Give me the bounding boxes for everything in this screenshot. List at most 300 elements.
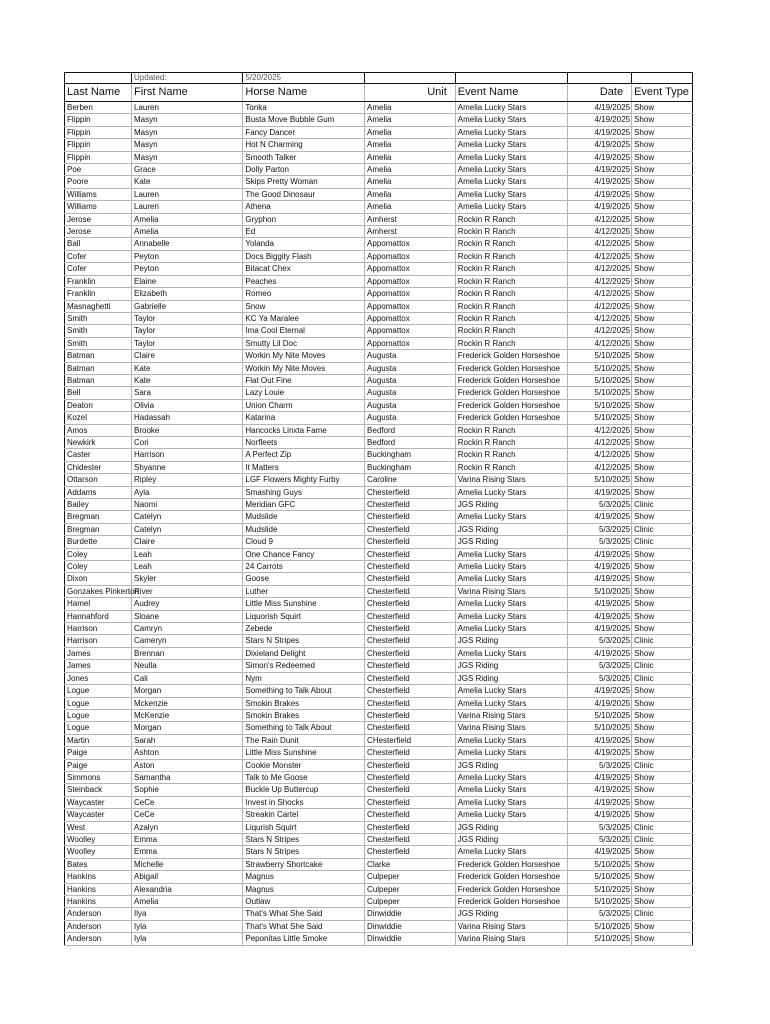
table-row [65, 908, 693, 920]
date-cell: 5/3/2025 [568, 759, 632, 771]
last-name-cell: Harrison [65, 623, 132, 635]
event-type-cell: Show [632, 436, 693, 448]
date-cell: 4/19/2025 [568, 511, 632, 523]
event-name-cell: Amelia Lucky Stars [455, 610, 567, 622]
horse-name-cell: Mudslide [243, 511, 365, 523]
first-name-cell: McKenzie [132, 709, 243, 721]
horse-name-cell: Ima Cool Eternal [243, 325, 365, 337]
horse-name-cell: Zebede [243, 623, 365, 635]
table-row [65, 561, 693, 573]
table-row [65, 337, 693, 349]
unit-cell: Amelia [365, 151, 456, 163]
date-cell: 5/3/2025 [568, 660, 632, 672]
last-name-cell: Flippin [65, 126, 132, 138]
event-name-cell: Frederick Golden Horseshoe [455, 374, 567, 386]
table-row [65, 858, 693, 870]
unit-cell: Augusta [365, 412, 456, 424]
last-name-cell: Jones [65, 672, 132, 684]
unit-cell: Chesterfield [365, 499, 456, 511]
event-name-cell: Frederick Golden Horseshoe [455, 871, 567, 883]
last-name-cell: Waycaster [65, 796, 132, 808]
table-row [65, 486, 693, 498]
last-name-cell: Williams [65, 201, 132, 213]
event-name-cell: Amelia Lucky Stars [455, 114, 567, 126]
unit-cell: Appomattox [365, 337, 456, 349]
unit-cell: Amelia [365, 164, 456, 176]
unit-cell: Chesterfield [365, 759, 456, 771]
first-name-cell: Emma [132, 846, 243, 858]
event-type-cell: Show [632, 647, 693, 659]
date-cell: 4/12/2025 [568, 250, 632, 262]
unit-cell: Chesterfield [365, 486, 456, 498]
date-cell: 4/19/2025 [568, 747, 632, 759]
first-name-cell: Ayla [132, 486, 243, 498]
event-name-cell: JGS Riding [455, 635, 567, 647]
event-name-cell: Varina Rising Stars [455, 474, 567, 486]
date-cell: 5/3/2025 [568, 908, 632, 920]
table-row [65, 697, 693, 709]
event-type-cell: Show [632, 250, 693, 262]
event-type-cell: Show [632, 920, 693, 932]
horse-name-cell: Yolanda [243, 238, 365, 250]
event-name-cell: Rockin R Ranch [455, 337, 567, 349]
event-type-cell: Show [632, 151, 693, 163]
event-name-cell: JGS Riding [455, 759, 567, 771]
last-name-cell: West [65, 821, 132, 833]
event-type-cell: Show [632, 784, 693, 796]
event-name-cell: Amelia Lucky Stars [455, 511, 567, 523]
last-name-cell: Smith [65, 325, 132, 337]
unit-cell: Appomattox [365, 238, 456, 250]
date-cell: 4/12/2025 [568, 325, 632, 337]
header-first-name: First Name [132, 84, 243, 102]
table-row [65, 623, 693, 635]
event-type-cell: Show [632, 709, 693, 721]
horse-name-cell: 24 Carrots [243, 561, 365, 573]
first-name-cell: Claire [132, 350, 243, 362]
event-type-cell: Clinic [632, 833, 693, 845]
horse-name-cell: Romeo [243, 288, 365, 300]
event-type-cell: Show [632, 858, 693, 870]
table-row [65, 573, 693, 585]
event-name-cell: Rockin R Ranch [455, 436, 567, 448]
unit-cell: Appomattox [365, 312, 456, 324]
last-name-cell: Flippin [65, 139, 132, 151]
event-type-cell: Show [632, 164, 693, 176]
event-name-cell: Frederick Golden Horseshoe [455, 387, 567, 399]
first-name-cell: Leah [132, 548, 243, 560]
event-name-cell: Amelia Lucky Stars [455, 747, 567, 759]
event-type-cell: Show [632, 561, 693, 573]
date-cell: 4/19/2025 [568, 151, 632, 163]
horse-name-cell: Cloud 9 [243, 536, 365, 548]
event-type-cell: Show [632, 883, 693, 895]
last-name-cell: Logue [65, 685, 132, 697]
first-name-cell: Sara [132, 387, 243, 399]
event-name-cell: Amelia Lucky Stars [455, 201, 567, 213]
event-type-cell: Show [632, 610, 693, 622]
horse-name-cell: Simon's Redeemed [243, 660, 365, 672]
date-cell: 4/12/2025 [568, 226, 632, 238]
date-cell: 4/19/2025 [568, 201, 632, 213]
unit-cell: Chesterfield [365, 722, 456, 734]
horse-name-cell: Little Miss Sunshine [243, 747, 365, 759]
last-name-cell: Kozel [65, 412, 132, 424]
event-name-cell: Rockin R Ranch [455, 325, 567, 337]
horse-name-cell: Little Miss Sunshine [243, 598, 365, 610]
event-name-cell: Amelia Lucky Stars [455, 697, 567, 709]
first-name-cell: Skyler [132, 573, 243, 585]
last-name-cell: Paige [65, 747, 132, 759]
horse-name-cell: Union Charm [243, 399, 365, 411]
unit-cell: Chesterfield [365, 697, 456, 709]
last-name-cell: Dixon [65, 573, 132, 585]
unit-cell: Dinwiddie [365, 908, 456, 920]
event-type-cell: Show [632, 412, 693, 424]
horse-name-cell: Liqurish Squirt [243, 821, 365, 833]
event-type-cell: Show [632, 896, 693, 908]
table-row [65, 350, 693, 362]
first-name-cell: Shyanne [132, 461, 243, 473]
date-cell: 4/19/2025 [568, 598, 632, 610]
last-name-cell: Flippin [65, 151, 132, 163]
event-type-cell: Show [632, 288, 693, 300]
date-cell: 5/3/2025 [568, 672, 632, 684]
last-name-cell: Cofer [65, 250, 132, 262]
event-name-cell: Frederick Golden Horseshoe [455, 858, 567, 870]
date-cell: 4/19/2025 [568, 561, 632, 573]
date-cell: 5/10/2025 [568, 387, 632, 399]
first-name-cell: Cameryn [132, 635, 243, 647]
unit-cell: Amelia [365, 188, 456, 200]
date-cell: 4/12/2025 [568, 337, 632, 349]
event-name-cell: Varina Rising Stars [455, 722, 567, 734]
event-name-cell: Rockin R Ranch [455, 424, 567, 436]
first-name-cell: Brooke [132, 424, 243, 436]
first-name-cell: Taylor [132, 325, 243, 337]
last-name-cell: Anderson [65, 908, 132, 920]
date-cell: 5/10/2025 [568, 362, 632, 374]
event-type-cell: Show [632, 449, 693, 461]
event-name-cell: Varina Rising Stars [455, 585, 567, 597]
table-row [65, 536, 693, 548]
table-row [65, 734, 693, 746]
first-name-cell: Peyton [132, 263, 243, 275]
table-row [65, 238, 693, 250]
first-name-cell: Audrey [132, 598, 243, 610]
event-type-cell: Show [632, 114, 693, 126]
last-name-cell: Deaton [65, 399, 132, 411]
event-type-cell: Show [632, 573, 693, 585]
unit-cell: Amherst [365, 226, 456, 238]
table-row [65, 126, 693, 138]
first-name-cell: Abigail [132, 871, 243, 883]
first-name-cell: Masyn [132, 114, 243, 126]
last-name-cell: Chidester [65, 461, 132, 473]
unit-cell: Augusta [365, 399, 456, 411]
last-name-cell: Cofer [65, 263, 132, 275]
table-row [65, 424, 693, 436]
event-name-cell: Amelia Lucky Stars [455, 647, 567, 659]
last-name-cell: Franklin [65, 275, 132, 287]
table-row [65, 548, 693, 560]
event-name-cell: Frederick Golden Horseshoe [455, 362, 567, 374]
first-name-cell: Peyton [132, 250, 243, 262]
unit-cell: Chesterfield [365, 846, 456, 858]
first-name-cell: Ashton [132, 747, 243, 759]
last-name-cell: Anderson [65, 933, 132, 945]
first-name-cell: Hadassah [132, 412, 243, 424]
event-type-cell: Show [632, 747, 693, 759]
roster-table [64, 72, 693, 946]
first-name-cell: Kate [132, 176, 243, 188]
last-name-cell: Bregman [65, 523, 132, 535]
event-type-cell: Show [632, 139, 693, 151]
event-type-cell: Show [632, 722, 693, 734]
horse-name-cell: Flat Out Fine [243, 374, 365, 386]
first-name-cell: Amelia [132, 226, 243, 238]
last-name-cell: James [65, 660, 132, 672]
horse-name-cell: Invest in Shocks [243, 796, 365, 808]
event-name-cell: Varina Rising Stars [455, 709, 567, 721]
event-type-cell: Show [632, 796, 693, 808]
table-body [65, 102, 693, 946]
unit-cell: Chesterfield [365, 672, 456, 684]
event-type-cell: Show [632, 511, 693, 523]
first-name-cell: CeCe [132, 796, 243, 808]
unit-cell: Appomattox [365, 288, 456, 300]
horse-name-cell: A Perfect Zip [243, 449, 365, 461]
horse-name-cell: Gryphon [243, 213, 365, 225]
last-name-cell: Addams [65, 486, 132, 498]
date-cell: 5/10/2025 [568, 474, 632, 486]
unit-cell: Chesterfield [365, 536, 456, 548]
event-name-cell: JGS Riding [455, 821, 567, 833]
event-type-cell: Show [632, 771, 693, 783]
unit-cell: Augusta [365, 350, 456, 362]
horse-name-cell: Busta Move Bubble Gum [243, 114, 365, 126]
last-name-cell: Waycaster [65, 809, 132, 821]
event-name-cell: Amelia Lucky Stars [455, 188, 567, 200]
unit-cell: Dinwiddie [365, 933, 456, 945]
last-name-cell: Williams [65, 188, 132, 200]
first-name-cell: Leah [132, 561, 243, 573]
table-row [65, 201, 693, 213]
last-name-cell: Logue [65, 697, 132, 709]
last-name-cell: Logue [65, 722, 132, 734]
blank-cell [365, 73, 456, 84]
first-name-cell: Camryn [132, 623, 243, 635]
first-name-cell: Elaine [132, 275, 243, 287]
horse-name-cell: Stars N Stripes [243, 833, 365, 845]
unit-cell: Amelia [365, 201, 456, 213]
event-type-cell: Show [632, 933, 693, 945]
unit-cell: Chesterfield [365, 685, 456, 697]
first-name-cell: Gabrielle [132, 300, 243, 312]
event-name-cell: Amelia Lucky Stars [455, 139, 567, 151]
event-type-cell: Clinic [632, 536, 693, 548]
header-event-name: Event Name [455, 84, 567, 102]
date-cell: 4/19/2025 [568, 784, 632, 796]
first-name-cell: Ripley [132, 474, 243, 486]
event-type-cell: Show [632, 387, 693, 399]
unit-cell: Chesterfield [365, 623, 456, 635]
last-name-cell: Paige [65, 759, 132, 771]
date-cell: 5/10/2025 [568, 374, 632, 386]
horse-name-cell: Lazy Louie [243, 387, 365, 399]
unit-cell: Caroline [365, 474, 456, 486]
blank-cell [568, 73, 632, 84]
unit-cell: Bedford [365, 436, 456, 448]
horse-name-cell: Strawberry Shortcake [243, 858, 365, 870]
first-name-cell: Naomi [132, 499, 243, 511]
last-name-cell: Coley [65, 561, 132, 573]
table-row [65, 920, 693, 932]
horse-name-cell: Docs Biggity Flash [243, 250, 365, 262]
unit-cell: Amelia [365, 102, 456, 114]
horse-name-cell: LGF Flowers Mighty Furby [243, 474, 365, 486]
table-row [65, 685, 693, 697]
horse-name-cell: Stars N Stripes [243, 846, 365, 858]
horse-name-cell: Outlaw [243, 896, 365, 908]
unit-cell: Amherst [365, 213, 456, 225]
date-cell: 4/19/2025 [568, 809, 632, 821]
event-name-cell: Amelia Lucky Stars [455, 548, 567, 560]
horse-name-cell: Smutty Lil Doc [243, 337, 365, 349]
event-type-cell: Clinic [632, 908, 693, 920]
table-row [65, 461, 693, 473]
horse-name-cell: That's What She Said [243, 920, 365, 932]
date-cell: 4/19/2025 [568, 685, 632, 697]
event-type-cell: Clinic [632, 635, 693, 647]
date-cell: 4/12/2025 [568, 275, 632, 287]
date-cell: 5/10/2025 [568, 871, 632, 883]
event-name-cell: JGS Riding [455, 908, 567, 920]
event-type-cell: Clinic [632, 821, 693, 833]
event-type-cell: Show [632, 213, 693, 225]
table-row [65, 139, 693, 151]
first-name-cell: Lauren [132, 102, 243, 114]
date-cell: 4/12/2025 [568, 213, 632, 225]
last-name-cell: Bailey [65, 499, 132, 511]
event-name-cell: Varina Rising Stars [455, 933, 567, 945]
table-row [65, 102, 693, 114]
event-type-cell: Show [632, 685, 693, 697]
horse-name-cell: Bitacat Chex [243, 263, 365, 275]
table-row [65, 449, 693, 461]
event-name-cell: Amelia Lucky Stars [455, 102, 567, 114]
first-name-cell: Cali [132, 672, 243, 684]
last-name-cell: Caster [65, 449, 132, 461]
updated-row [65, 73, 693, 84]
horse-name-cell: That's What She Said [243, 908, 365, 920]
date-cell: 4/19/2025 [568, 846, 632, 858]
last-name-cell: Newkirk [65, 436, 132, 448]
last-name-cell: Ottarson [65, 474, 132, 486]
event-type-cell: Show [632, 350, 693, 362]
first-name-cell: Ilya [132, 908, 243, 920]
first-name-cell: Samantha [132, 771, 243, 783]
horse-name-cell: Streakin Cartel [243, 809, 365, 821]
date-cell: 5/10/2025 [568, 350, 632, 362]
table-row [65, 325, 693, 337]
event-type-cell: Show [632, 300, 693, 312]
first-name-cell: Annabelle [132, 238, 243, 250]
last-name-cell: Gonzakes Pinkerton [65, 585, 132, 597]
horse-name-cell: Meridian GFC [243, 499, 365, 511]
last-name-cell: Bell [65, 387, 132, 399]
event-name-cell: JGS Riding [455, 660, 567, 672]
first-name-cell: Catelyn [132, 511, 243, 523]
date-cell: 5/3/2025 [568, 536, 632, 548]
first-name-cell: Sloane [132, 610, 243, 622]
last-name-cell: Smith [65, 312, 132, 324]
table-row [65, 585, 693, 597]
horse-name-cell: Dixieland Delight [243, 647, 365, 659]
last-name-cell: Poe [65, 164, 132, 176]
event-name-cell: Amelia Lucky Stars [455, 164, 567, 176]
table-row [65, 709, 693, 721]
table-row [65, 188, 693, 200]
horse-name-cell: Workin My Nite Moves [243, 362, 365, 374]
event-type-cell: Show [632, 623, 693, 635]
table-row [65, 114, 693, 126]
event-type-cell: Show [632, 424, 693, 436]
table-row [65, 300, 693, 312]
event-name-cell: Rockin R Ranch [455, 238, 567, 250]
table-row [65, 474, 693, 486]
unit-cell: Dinwiddie [365, 920, 456, 932]
horse-name-cell: Norfleets [243, 436, 365, 448]
date-cell: 4/19/2025 [568, 176, 632, 188]
last-name-cell: Hankins [65, 871, 132, 883]
horse-name-cell: Magnus [243, 871, 365, 883]
date-cell: 5/10/2025 [568, 709, 632, 721]
event-name-cell: JGS Riding [455, 499, 567, 511]
event-type-cell: Clinic [632, 759, 693, 771]
last-name-cell: Anderson [65, 920, 132, 932]
unit-cell: Chesterfield [365, 585, 456, 597]
first-name-cell: Grace [132, 164, 243, 176]
unit-cell: Chesterfield [365, 709, 456, 721]
horse-name-cell: Peponitas Little Smoke [243, 933, 365, 945]
event-name-cell: Frederick Golden Horseshoe [455, 399, 567, 411]
unit-cell: Buckingham [365, 461, 456, 473]
table-row [65, 436, 693, 448]
table-row [65, 883, 693, 895]
last-name-cell: Franklin [65, 288, 132, 300]
event-name-cell: Rockin R Ranch [455, 263, 567, 275]
date-cell: 4/19/2025 [568, 102, 632, 114]
unit-cell: Augusta [365, 387, 456, 399]
last-name-cell: Smith [65, 337, 132, 349]
horse-name-cell: Cookie Monster [243, 759, 365, 771]
horse-name-cell: Skips Pretty Woman [243, 176, 365, 188]
last-name-cell: Woolley [65, 833, 132, 845]
unit-cell: Amelia [365, 114, 456, 126]
event-name-cell: Rockin R Ranch [455, 449, 567, 461]
table-row [65, 759, 693, 771]
horse-name-cell: Athena [243, 201, 365, 213]
horse-name-cell: Smashing Guys [243, 486, 365, 498]
last-name-cell: Batman [65, 362, 132, 374]
last-name-cell: Steinback [65, 784, 132, 796]
event-name-cell: Amelia Lucky Stars [455, 176, 567, 188]
event-name-cell: Amelia Lucky Stars [455, 846, 567, 858]
first-name-cell: Iyla [132, 920, 243, 932]
first-name-cell: Taylor [132, 312, 243, 324]
table-row [65, 747, 693, 759]
